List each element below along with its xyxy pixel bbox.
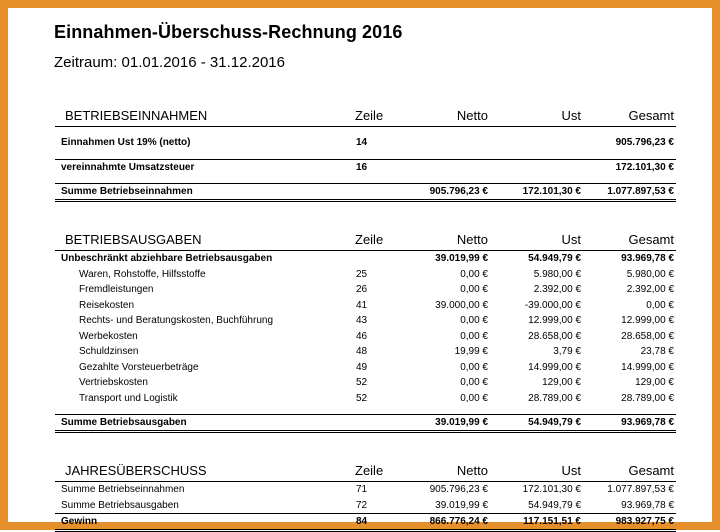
row-netto: 19,99 € [454,346,488,357]
row-label: Fremdleistungen [79,284,154,295]
column-header-netto: Netto [456,463,488,478]
section-header-ausgaben [55,228,676,251]
row-zeile: 43 [356,315,368,326]
table-row [55,482,676,498]
row-gesamt: 28.789,00 € [621,392,674,404]
total-ust: 117.151,51 € [523,516,581,527]
row-zeile: 25 [356,268,368,280]
row-ust: 28.789,00 € [528,392,581,404]
row-zeile: 72 [356,499,368,511]
row-zeile: 16 [356,161,368,173]
row-label: Schuldzinsen [79,346,139,357]
row-ust: 129,00 € [542,377,581,388]
row-gesamt: 1.077.897,53 € [607,484,674,495]
column-header-zeile: Zeile [355,108,384,123]
row-ust: 2.392,00 € [533,284,581,295]
row-zeile: 41 [356,299,368,311]
row-ust: -39.000,00 € [524,299,581,311]
total-label: Summe Betriebsausgaben [61,417,187,428]
table-row [55,360,676,376]
table-row [55,391,676,407]
row-zeile: 52 [356,377,368,388]
group-row [55,251,676,267]
section-header-einnahmen [55,104,676,127]
table-row [55,313,676,329]
table-row [55,498,676,514]
total-gesamt: 983.927,75 € [615,516,674,527]
table-row [55,135,676,151]
group-netto: 39.019,99 € [435,253,488,264]
table-row [55,160,676,176]
row-netto: 0,00 € [460,377,488,388]
column-header-ust: Ust [561,232,581,247]
section-header-ueberschuss [55,459,676,482]
section-heading: BETRIEBSAUSGABEN [65,232,202,247]
row-ust: 28.658,00 € [528,330,581,342]
row-netto: 0,00 € [460,361,488,373]
group-ust: 54.949,79 € [528,253,581,264]
row-zeile: 48 [356,346,368,357]
row-gesamt: 0,00 € [646,299,674,311]
column-header-zeile: Zeile [355,232,384,247]
table-row [55,375,676,391]
row-gesamt: 905.796,23 € [615,137,674,148]
total-netto: 905.796,23 € [429,186,488,197]
row-label: Einnahmen Ust 19% (netto) [61,137,191,148]
row-gesamt: 129,00 € [635,377,674,388]
total-gesamt: 93.969,78 € [621,417,674,428]
column-header-netto: Netto [456,108,488,123]
column-header-gesamt: Gesamt [628,108,674,123]
table-row [55,282,676,298]
column-header-zeile: Zeile [355,463,384,478]
row-gesamt: 93.969,78 € [621,499,674,511]
row-label: Gezahlte Vorsteuerbeträge [79,361,199,373]
column-header-netto: Netto [456,232,488,247]
row-gesamt: 2.392,00 € [626,284,674,295]
group-gesamt: 93.969,78 € [621,253,674,264]
row-gesamt: 23,78 € [640,346,674,357]
row-gesamt: 28.658,00 € [621,330,674,342]
table-row [55,298,676,314]
row-netto: 39.000,00 € [435,299,488,311]
row-ust: 5.980,00 € [533,268,581,280]
total-row [55,184,676,202]
row-zeile: 49 [356,361,368,373]
row-zeile: 14 [356,137,368,148]
total-ust: 54.949,79 € [528,417,581,428]
row-ust: 14.999,00 € [528,361,581,373]
row-netto: 0,00 € [460,392,488,404]
total-ust: 172.101,30 € [522,186,581,197]
row-ust: 3,79 € [553,346,581,357]
total-netto: 866.776,24 € [429,516,488,527]
row-gesamt: 12.999,00 € [621,315,674,326]
total-netto: 39.019,99 € [435,417,488,428]
period-subtitle: Zeitraum: 01.01.2016 - 31.12.2016 [54,54,285,71]
column-header-gesamt: Gesamt [628,463,674,478]
column-header-gesamt: Gesamt [628,232,674,247]
total-zeile: 84 [356,516,368,527]
row-label: Rechts- und Beratungskosten, Buchführung [79,315,274,326]
table-row [55,267,676,283]
row-gesamt: 5.980,00 € [626,268,674,280]
row-zeile: 52 [356,392,368,404]
column-header-ust: Ust [561,463,581,478]
total-row [55,514,676,532]
group-label: Unbeschränkt abziehbare Betriebsausgaben [61,253,273,264]
row-ust: 172.101,30 € [522,484,581,495]
row-gesamt: 172.101,30 € [615,161,674,173]
row-zeile: 71 [356,484,368,495]
row-ust: 54.949,79 € [528,499,581,511]
row-label: Transport und Logistik [79,392,178,404]
table-row [55,329,676,345]
total-gesamt: 1.077.897,53 € [607,186,674,197]
row-label: Vertriebskosten [79,377,148,388]
row-netto: 0,00 € [460,268,488,280]
row-label: vereinnahmte Umsatzsteuer [61,161,195,173]
section-heading: JAHRESÜBERSCHUSS [65,463,207,478]
row-zeile: 26 [356,284,368,295]
row-label: Werbekosten [79,330,138,342]
row-netto: 0,00 € [460,330,488,342]
table-row [55,344,676,360]
row-label: Waren, Rohstoffe, Hilfsstoffe [79,268,206,280]
row-ust: 12.999,00 € [528,315,581,326]
row-netto: 905.796,23 € [429,484,488,495]
row-netto: 39.019,99 € [435,499,488,511]
row-netto: 0,00 € [460,315,488,326]
row-label: Summe Betriebseinnahmen [61,484,185,495]
total-row [55,415,676,433]
row-label: Summe Betriebsausgaben [61,499,179,511]
row-gesamt: 14.999,00 € [621,361,674,373]
row-netto: 0,00 € [460,284,488,295]
total-label: Gewinn [61,516,98,527]
total-label: Summe Betriebseinnahmen [61,186,193,197]
section-heading: BETRIEBSEINNAHMEN [65,108,208,123]
row-label: Reisekosten [79,299,135,311]
row-zeile: 46 [356,330,368,342]
column-header-ust: Ust [561,108,581,123]
page-title: Einnahmen-Überschuss-Rechnung 2016 [54,22,403,42]
report-table [55,104,676,532]
